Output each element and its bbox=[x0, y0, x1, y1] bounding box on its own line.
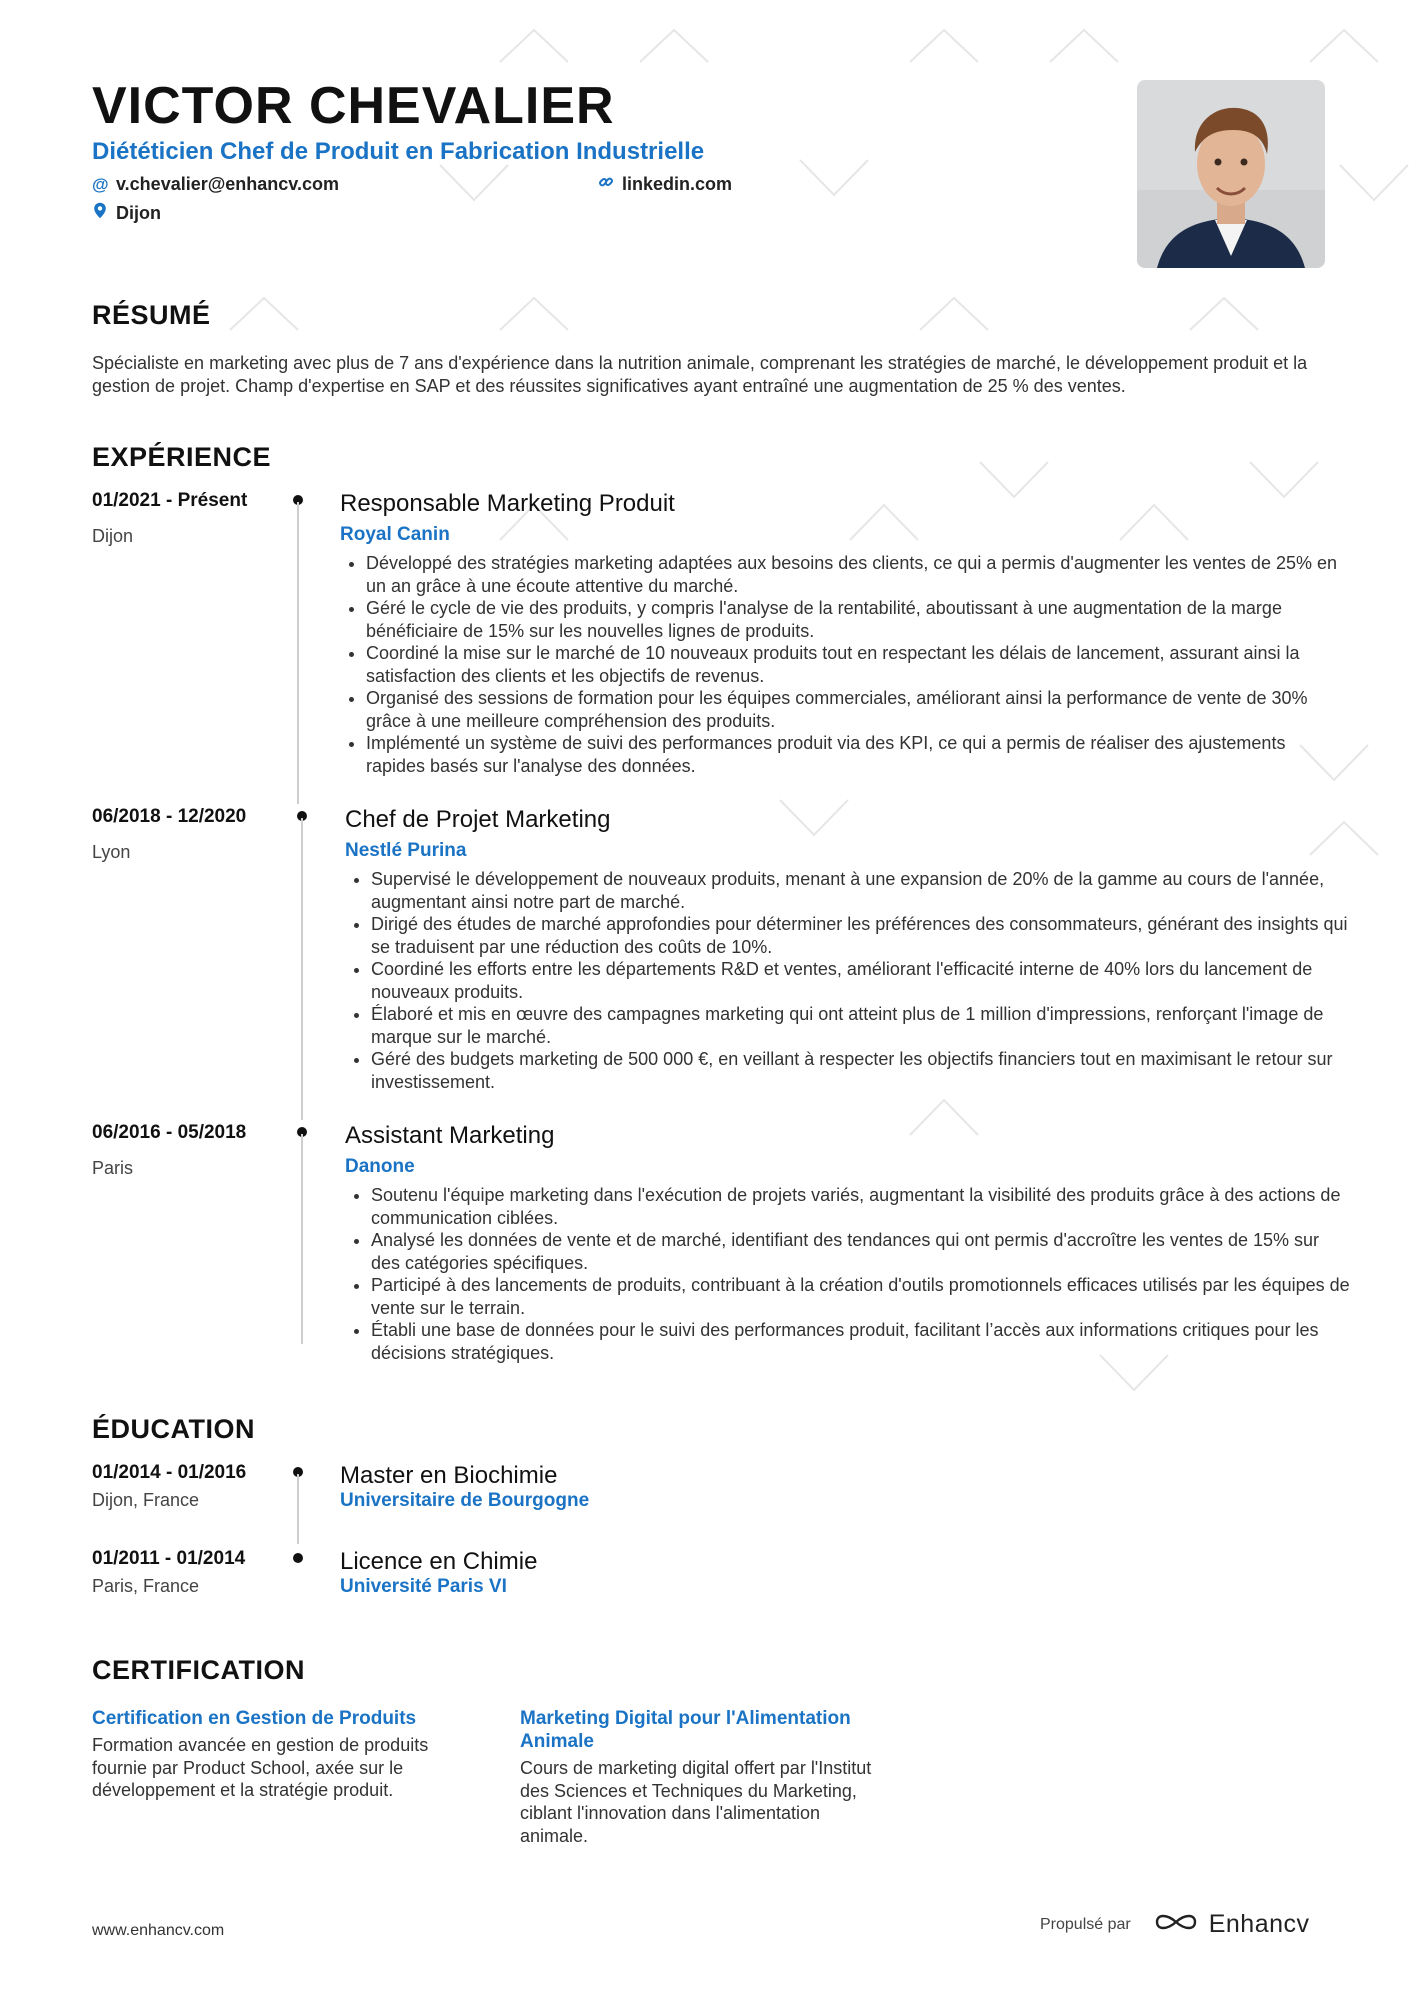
experience-date: 01/2021 - Présent bbox=[92, 490, 248, 511]
list-item: • Établi une base de données pour le suivi des performances produit, facilitant l’accès aux informations critiques pour les décisions stratégiques. bbox=[371, 1319, 1351, 1364]
list-item: • Organisé des sessions de formation pour les équipes commerciales, améliorant ainsi la performance de vente de 30% grâce à une meilleure compréhension des produits. bbox=[366, 687, 1346, 732]
list-item: • Développé des stratégies marketing adaptées aux besoins des clients, ce qui a permis d'augmenter les ventes de 25% en un an grâce à une écoute attentive du marché. bbox=[366, 552, 1346, 597]
list-item: • Coordiné la mise sur le marché de 10 nouveaux produits tout en respectant les délais de lancement, assurant ainsi la satisfaction des clients et les objectifs de revenus. bbox=[366, 642, 1346, 687]
experience-role: Responsable Marketing Produit bbox=[340, 490, 675, 517]
timeline-line bbox=[297, 502, 299, 804]
summary-text: Spécialiste en marketing avec plus de 7 ans d'expérience dans la nutrition animale, comprenant les stratégies de marché, le développement produit et la gestion de projet. Champ d'expertise en SAP et des réussites significatives ayant entraîné une augmentation de 25 % des ventes. bbox=[92, 353, 1308, 396]
experience-location: Paris bbox=[92, 1158, 134, 1178]
education-degree: Licence en Chimie bbox=[340, 1548, 538, 1575]
timeline-dot bbox=[293, 1553, 303, 1563]
education-entry bbox=[92, 1462, 1332, 1532]
experience-company: Royal Canin bbox=[340, 524, 450, 545]
certification-description: Cours de marketing digital offert par l'Institut des Sciences et Techniques du Marketing, ciblant l'innovation dans l'alimentation animale. bbox=[520, 1758, 872, 1846]
list-item: • Analysé les données de vente et de marché, identifiant des tendances qui ont permis d'accroître les ventes de 15% sur des catégories spécifiques. bbox=[371, 1229, 1351, 1274]
list-item: • Coordiné les efforts entre les départements R&D et ventes, améliorant l'efficacité interne de 40% lors du lancement de nouveaux produits. bbox=[371, 958, 1351, 1003]
education-entry bbox=[92, 1548, 1332, 1618]
experience-heading: EXPÉRIENCE bbox=[92, 442, 272, 472]
timeline-line bbox=[301, 818, 303, 1120]
footer-website-link[interactable]: www.enhancv.com bbox=[92, 1922, 225, 1939]
certification-item bbox=[520, 1707, 880, 1847]
footer-branding bbox=[1040, 1910, 1310, 1939]
list-item: • Géré des budgets marketing de 500 000 €, en veillant à respecter les objectifs financiers tout en maximisant le retour sur investissement. bbox=[371, 1048, 1351, 1093]
experience-bullets bbox=[340, 552, 1346, 777]
education-date: 01/2011 - 01/2014 bbox=[92, 1548, 246, 1569]
experience-date: 06/2016 - 05/2018 bbox=[92, 1122, 247, 1143]
enhancv-brand-name: Enhancv bbox=[1208, 1910, 1310, 1938]
at-icon: @ bbox=[92, 174, 109, 194]
experience-entry bbox=[92, 1122, 1350, 1382]
list-item: • Géré le cycle de vie des produits, y compris l'analyse de la rentabilité, aboutissant à une augmentation de la marge bénéficiaire de 15% sur les nouvelles lignes de produits. bbox=[366, 597, 1346, 642]
certification-heading: CERTIFICATION bbox=[92, 1655, 305, 1685]
list-item: • Implémenté un système de suivi des performances produit via des KPI, ce qui a permis de réaliser des ajustements rapides basés sur l'analyse des données. bbox=[366, 732, 1346, 777]
experience-company: Danone bbox=[345, 1156, 415, 1177]
list-item: • Supervisé le développement de nouveaux produits, menant à une expansion de 20% de la gamme au cours de l'année, augmentant ainsi notre part de marché. bbox=[371, 868, 1351, 913]
location-contact bbox=[92, 202, 161, 224]
experience-role: Chef de Projet Marketing bbox=[345, 806, 611, 833]
map-pin-icon bbox=[92, 202, 108, 224]
experience-company: Nestlé Purina bbox=[345, 840, 467, 861]
education-heading: ÉDUCATION bbox=[92, 1414, 255, 1444]
education-date: 01/2014 - 01/2016 bbox=[92, 1462, 247, 1483]
timeline-line bbox=[297, 1474, 299, 1544]
education-school: Universitaire de Bourgogne bbox=[340, 1490, 590, 1511]
location-text: Dijon bbox=[116, 202, 161, 223]
experience-role: Assistant Marketing bbox=[345, 1122, 555, 1149]
linkedin-text: linkedin.com bbox=[622, 174, 733, 194]
email-text: v.chevalier@enhancv.com bbox=[116, 174, 339, 194]
experience-bullets bbox=[345, 1184, 1351, 1364]
certification-item bbox=[92, 1707, 452, 1802]
certification-title: Certification en Gestion de Produits bbox=[92, 1708, 417, 1729]
powered-by-label: Propulsé par bbox=[1040, 1915, 1131, 1933]
education-degree: Master en Biochimie bbox=[340, 1462, 558, 1489]
summary-heading: RÉSUMÉ bbox=[92, 300, 211, 330]
enhancv-logo-icon bbox=[1153, 1910, 1199, 1939]
email-contact[interactable] bbox=[92, 174, 339, 195]
education-location: Dijon, France bbox=[92, 1490, 200, 1510]
experience-location: Dijon bbox=[92, 526, 134, 546]
education-location: Paris, France bbox=[92, 1576, 200, 1596]
profile-photo bbox=[1137, 80, 1325, 268]
certification-title: Marketing Digital pour l'Alimentation Animale bbox=[520, 1708, 851, 1752]
experience-bullets bbox=[345, 868, 1351, 1093]
timeline-line bbox=[301, 1134, 303, 1344]
list-item: • Soutenu l'équipe marketing dans l'exécution de projets variés, augmentant la visibilité des produits grâce à des actions de communication ciblées. bbox=[371, 1184, 1351, 1229]
certification-description: Formation avancée en gestion de produits fournie par Product School, axée sur le développement et la stratégie produit. bbox=[92, 1735, 429, 1800]
experience-entry bbox=[92, 806, 1348, 1106]
experience-date: 06/2018 - 12/2020 bbox=[92, 806, 247, 827]
job-title: Diététicien Chef de Produit en Fabrication Industrielle bbox=[92, 138, 705, 165]
experience-entry bbox=[92, 490, 1338, 790]
list-item: • Élaboré et mis en œuvre des campagnes marketing qui ont atteint plus de 1 million d'impressions, renforçant l'image de marque sur le marché. bbox=[371, 1003, 1351, 1048]
experience-location: Lyon bbox=[92, 842, 131, 862]
link-icon bbox=[598, 174, 614, 195]
education-school: Université Paris VI bbox=[340, 1576, 507, 1597]
list-item: • Dirigé des études de marché approfondies pour déterminer les préférences des consommateurs, générant des insights qui se traduisent par une réduction des coûts de 10%. bbox=[371, 913, 1351, 958]
candidate-name: VICTOR CHEVALIER bbox=[92, 77, 615, 135]
list-item: • Participé à des lancements de produits, contribuant à la création d'outils promotionnels efficaces utilisés par les équipes de vente sur le terrain. bbox=[371, 1274, 1351, 1319]
linkedin-contact[interactable] bbox=[598, 174, 732, 195]
